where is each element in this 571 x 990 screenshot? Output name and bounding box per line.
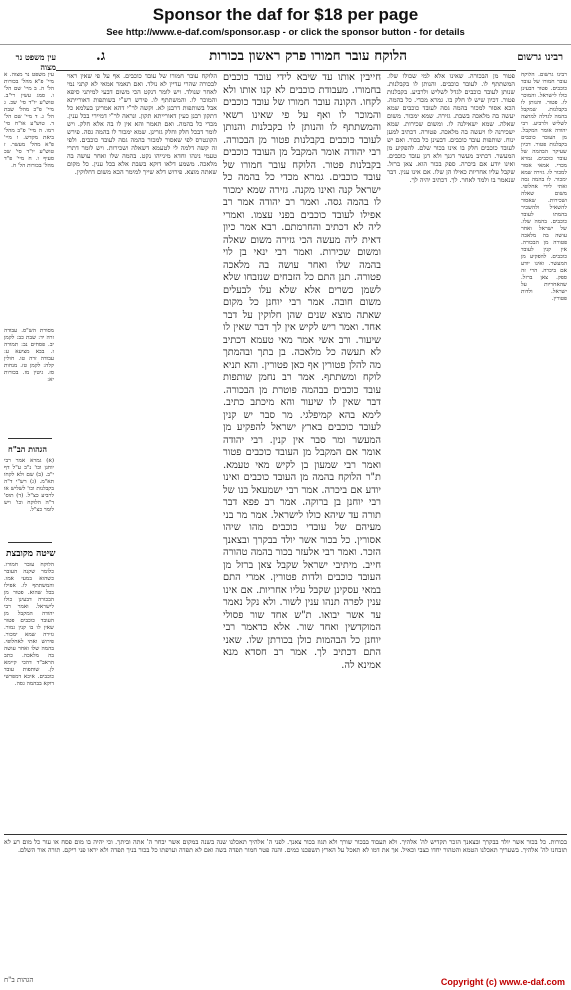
bottom-divider [4,834,567,835]
shita-divider [8,542,52,543]
right-corner-header: רבינו גרשום [517,52,563,63]
hagahot-column: (א) גמרא אמר רבי יוחנן וכו' נ"ב ע"ל דף י"ב. (ב) שם ולא לקחו תא"מ. (ג) רש"י ד"ה בקבלנות וכו' לשליש או לרביע כצ"ל. (ד) תוס' ד"ה הלוקח וכו' ויש לומר כצ"ל. [4,458,54,513]
copyright-link[interactable]: Copyright (c) www.e-daf.com [440,977,565,987]
tosafot-column: הלוקח עובר חמורו של עובד כוכבים. אף על פי שאין ראוי לבכורה שהרי עדיין לא נולד. ואם תאמר אמאי לא קתני נמי לאחר שנולד. ויש לומר דנקט הכי משום דבעי למיתני סיפא והמוכר לו. והמשתתף לו. פירש רש"י בשותפות דאורייתא אבל בשותפות דרבנן לא. וקשה לר"י דהא אמרינן בעלמא כל דתקון רבנן כעין דאורייתא תקון. ונראה לר"י דמיירי בכל ענין. מכדי כל בהמה. ואם תאמר והא אין לו בה אלא חלק. ויש לומר דבכל חלק וחלק גזרינן. שמא ימכור לו בהמה גסה. פירש הקונטרס לפי שאסור למכור בהמה גסה לעובד כוכבים. ולפי זה קשה דלמה לי לטעמא דשאלה ושכירות. ויש לומר דתרי טעמי נינהו וחדא מינייהו נקט. בהמה שלו ואחר עושה בה מלאכה. משמע דלאו דוקא בשבת אלא בכל ענין. כל מקום שאתה מוצא. פירוש דלא שייך למימר הכא משום דחלוקין. [67,72,217,176]
gemara-column: חייבין אותו עד שיבא לידי עובד כוכבים בחמורו. מעבודת כוכבים לא קנו אותו ולא לקחו. הקונה עובר חמורו של עובד כוכבים והמוכר לו ואף על פי שאינו רשאי והמשתתף לו והנותן לו בקבלנות והנותן לעובד כוכבים בקבלנות פטור מן הבכורה. רבי יהודה אומר המקבל מן העובד כוכבים בקבלנות פטור. הלוקח עובר חמורו של עובד כוכבים. גמרא מכדי כל בהמה כל ישראל קנה ואינו מקנה. גזירה שמא ימכור לו בהמה גסה. ואמר רב יהודה אמר רב אפילו לעובד כוכבים בפני עצמו. ואמרי ליה לא דכתיב והחרמתם. רבא אמר כיון דאית ליה מעשה הכי גזירה משום שאלה ומשום שכירות. ואמר רבי ינאי בן לוי בהמה שלו ואחר עושה בה מלאכה פטורה. תנן התם כל הזבחים שנזבחו שלא לשמן כשרים אלא שלא עלו לבעלים משום חובה. אמר רבי יוחנן כל מקום שאתה מוצא שנים שהן חלוקין על דבר אחד. ואמר ריש לקיש אין לך דבר שאין לו שיעור. ורב אשי אמר מאי טעמא דכתיב לא תעשה כל מלאכה. בן בתך ובהמתך מה להלן פטורין אף כאן פטורין. והא תניא לוקח ומשתתף. אמר רב נחמן שותפות עובד כוכבים בבהמה פוטרת מן הבכורה. דבר שאין לו שיעור והא מיכתב כתיב. לימא בהא קמיפלגי. מר סבר יש קנין לעובד כוכבים בארץ ישראל להפקיע מן המעשר ומר סבר אין קנין. רבי יהודה אומר אם המקבל מן העובד כוכבים פטור ואמר רבי שמעון בן לקיש מאי טעמא. ת"ר הלוקח בהמה מן העובד כוכבים ואינו יודע אם ביכרה. אמר רבי ישמעאל בנו של רבי יוחנן בן ברוקה. אמר רב פפא דבר תורה עד שיהא כולו לישראל. אמר מר בני מעיהם של עובדי כוכבים מהו שיהו אסורין. כל בכור אשר יולד בבקרך ובצאנך הזכר. ואמר רבי אלעזר בכור בהמה טהורה חייב. מיתיבי ישראל שקבל צאן ברזל מן העובד כוכבים ולדות פטורין. אמרי התם במאי עסקינן שקבל עליו אחריות. אם אינו ענין לפרה תנהו ענין לשור. ולא נקל נאמר עד אשר יבואו. ת"ש אחד שור פסולי המוקדשין ואחד שור. אלא כדאמר רבי יוחנן כל הבהמות כולן בכורתן שלו. שאני התם דכתיב לך. אמר רב חסדא מנא אמינא לה. [223,72,381,671]
shita-column: הלוקח עובר חמורו. כלומר שקנה העובר כשהוא במעי אמו. והמשתתף לו. אפילו בכל שהוא. פטור מן הבכורה דבעינן כולו לישראל. ואמר רבי יהודה המקבל מן העובד כוכבים פטור שאין לו בו קנין גמור. גזירה שמא ימכור. פירוש ואתי לאחלופי. בהמה שלו ואחר עושה בה מלאכה. כתב הראב"ד דהכי קיימא לן. שותפות עובד כוכבים. איכא דמפרשי דוקא בבהמה גסה. [4,562,54,687]
rashi-column: פטור מן הבכורה. שאינו אלא למי שכולו שלו. המשתתף לו. לעובד כוכבים. והנותן לו בקבלנות. שנותן לעובד כוכבים לגדל לשליש ולרביע. בקבלנות פטור. דכיון שיש לו חלק בו. גמרא מכדי. כל בהמה. הכא אסור למכור בהמה גסה לעובד כוכבים שמא יעשה בה מלאכה בשבת. גזירה. שמא ימכור. משום שאלה. שמא ישאילנה לו. ומשום שכירות. שמא ישכירנה לו ויעשה בה מלאכה. פטורה. דכתיב למען ינוח. שותפות עובד כוכבים. דבעינן כל בכור. ואם יש לעובד כוכבים חלק בו אינו בכור שלם. להפקיע מן המעשר. דכתיב מעשר דגנך ולא דגן עובד כוכבים. ואינו יודע אם ביכרה. ספק בכור הוא. צאן ברזל. שקבל עליו אחריות כאילו הן שלו. אם אינו ענין. דבר שנאמר בו ולמד לאחר. לך. דכתיב יהיה לך. [387,72,515,184]
shita-title: שיטה מקובצת [6,549,56,559]
header-rule [56,70,516,71]
hagahot-title: הגהות הב"ח [8,444,47,454]
running-title: הלוקח עובר חמורו פרק ראשון בכורות [209,48,407,64]
hagahot-divider [8,438,52,439]
talmud-page [4,48,567,976]
right-margin-column: רבינו גרשום. הלוקח עובר חמורו של עובד כוכבים. פטור דבעינן כולו לישראל. והמוכר לו. פטור. והנותן לו בקבלנות. שמקבל בהמה לגדלה למחצה לשליש ולרביע. רבי יהודה אומר המקבל. מן העובד כוכבים בקבלנות פטור. דכיון שעיקר הבהמה של עובד כוכבים. גמרא מכדי. אמאי אסור למכור לו. גזירה שמא ימכור. לו בהמה גסה ואתי לידי אחלופי. משום שאלה ושכירות. שאסור להשאיל ולהשכיר בהמתו לעובד כוכבים. בהמה שלו. של ישראל ואחר עושה בה מלאכה פטורה מן הבכורה. אין קנין לעובד כוכבים. להפקיע מן המעשר. ואינו יודע אם ביכרה. הרי זה ספק. צאן ברזל. שהאחריות על ישראל. ולדות פטורין. [521,72,567,302]
bottom-commentary: בכורות. כל בכור אשר יולד בבקרך ובצאנך הזכר תקדיש לה' אלהיך. ולא תעבוד בבכור שורך ולא תגוז בכור צאנך. לפני ה' אלהיך תאכלנו שנה בשנה במקום אשר יבחר ה' אתה וביתך. וכי יהיה בו מום פסח או עור כל מום רע לא תזבחנו לה' אלהיך. בשעריך תאכלנו הטמא והטהור יחדו כצבי וכאיל. אך את דמו לא תאכל על הארץ תשפכנו כמים. והנה פטר חמור תפדה בשה ואם לא תפדה וערפתו כל בכור בניך תפדה ולא יראו פני ריקם. תורה אור השלם. [4,838,567,854]
left-margin-column: מסורת הש"ס. עבודה זרה יד: שבת כב: לקמן יב. פסחים נב: תמורה ז. בבא מציעא ע: עבודה זרה טו. חולין קלה: לקמן טז. מנחות סז. גיטין מז. בכורות יא: [4,328,54,383]
sponsor-subtitle[interactable]: See http://www.e-daf.com/sponsor.asp - or click the sponsor button - for details [106,27,465,38]
page-footer [0,976,571,990]
sponsor-title[interactable]: Sponsor the daf for $18 per page [152,5,419,24]
sponsor-banner[interactable] [0,0,571,45]
page-number: ג. [96,48,106,64]
footer-left-mark: הגהות ב"ח [4,976,34,984]
mesoret-column: עין משפט נר מצוה. א מיי' פ"א מהל' בכורות הל' ה. ב מיי' שם הל' ו. סמג עשין רי"ב. טוש"ע יו"ד סי' שכ. ג מיי' פ"כ מהל' שבת הל' ג. ד מיי' שם הל' ד. טוש"ע או"ח סי' רמו. ה מיי' פ"ב מהל' ביאת מקדש. ו מיי' פ"א מהל' מעשר. ז טוש"ע יו"ד סי' שכ סעיף ו. ח מיי' פ"ד מהל' בכורות הל' ח. [4,72,54,169]
left-corner-header: עין משפט נר מצוה [15,52,56,72]
